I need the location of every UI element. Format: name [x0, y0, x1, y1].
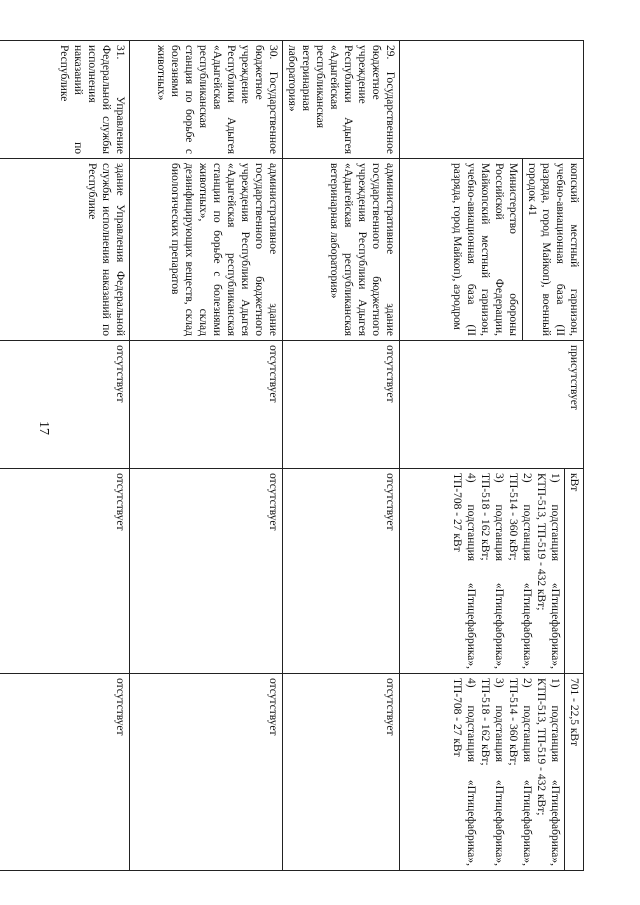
- objects-cell: административное здание государственного бюджетного учреждения Республики Адыгея «Адыгейская республиканская станции по борьбе с болезнями животных», склад дезинфицирующих веществ, склад биологических препаратов: [129, 159, 282, 341]
- org-cell: 31. Управление Федеральной службы исполнения наказаний по Республике: [0, 41, 129, 159]
- equipment-header: кВт: [564, 469, 583, 673]
- objects-cell: административное здание государственного бюджетного учреждения Республики Адыгея «Адыгейская республиканская ветеринарная лаборатория»: [282, 159, 399, 341]
- page-number: 17: [36, 421, 51, 435]
- equipment-list: [442, 469, 565, 673]
- table-sheet: [57, 40, 584, 870]
- power-cell: отсутствует: [129, 674, 282, 871]
- table-row: [399, 41, 583, 871]
- org-cell: 30. Государственное бюджетное учреждение Республики Адыгея «Адыгейская республиканская станция по борьбе с болезнями животных»: [129, 41, 282, 159]
- presence-cell: отсутствует: [129, 341, 282, 469]
- equipment-line: 4) подстанция «Птицефабрика», ТП-708 - 27 кВт: [450, 473, 477, 669]
- objects-cell: здание Управления Федеральной службы исполнения наказаний по Республике: [0, 159, 129, 341]
- power-cell: отсутствует: [0, 674, 129, 871]
- equipment-cell: отсутствует: [129, 469, 282, 674]
- power-header: 701 - 22,5 кВт: [564, 674, 583, 870]
- org-cell: [399, 41, 583, 159]
- table-row: [129, 41, 282, 871]
- equipment-line: 2) подстанция «Птицефабрика», ТП-514 - 360 кВт;: [506, 473, 533, 669]
- power-line: 4) подстанция «Птицефабрика», ТП-708 - 27 кВт: [450, 678, 477, 866]
- equipment-cell: отсутствует: [282, 469, 399, 674]
- object-text: Министерство обороны Российской Федерации, Майкопский местный гарнизон, учебно-авиационная база (II разряда, город Майкоп), аэродром: [450, 163, 519, 336]
- rotated-page-content: [57, 40, 584, 870]
- presence-text: присутствует: [568, 345, 580, 410]
- power-cell: отсутствует: [282, 674, 399, 871]
- objects-table: [0, 40, 584, 871]
- power-line: 2) подстанция «Птицефабрика», ТП-514 - 360 кВт;: [506, 678, 533, 866]
- power-line: 3) подстанция «Птицефабрика», ТП-518 - 162 кВт;: [478, 678, 505, 866]
- object-text: копский местный гарнизон, учебно-авиационная база (II разряда, город Майкоп), военный городок 41: [522, 159, 583, 340]
- power-list: [442, 674, 565, 870]
- equipment-cell: отсутствует: [0, 469, 129, 674]
- equipment-cell: [399, 469, 583, 674]
- org-cell: 29. Государственное бюджетное учреждение Республики Адыгея «Адыгейская республиканская ветеринарная лаборатория»: [282, 41, 399, 159]
- presence-cell: [399, 341, 583, 469]
- objects-cell: [399, 159, 583, 341]
- equipment-line: 3) подстанция «Птицефабрика», ТП-518 - 162 кВт;: [478, 473, 505, 669]
- power-line: 1) подстанция «Птицефабрика», КТП-513, ТП-519 - 432 кВт;: [534, 678, 561, 866]
- table-row: [0, 41, 129, 871]
- power-cell: [399, 674, 583, 871]
- equipment-line: 1) подстанция «Птицефабрика», КТП-513, ТП-519 - 432 кВт;: [534, 473, 561, 669]
- presence-cell: отсутствует: [0, 341, 129, 469]
- table-row: [282, 41, 399, 871]
- presence-cell: отсутствует: [282, 341, 399, 469]
